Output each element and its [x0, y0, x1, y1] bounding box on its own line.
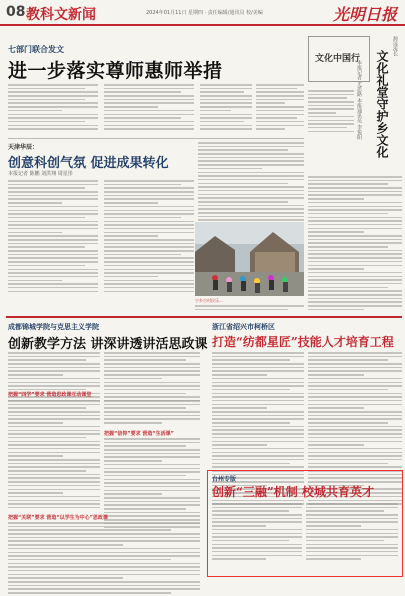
lower-left-col-6 [8, 522, 200, 596]
left-article-col-1 [8, 180, 98, 294]
right-article-byline: 本报记者 尤思路 本报通讯员 李悦阳 [356, 60, 362, 140]
lower-left-subhead-1: 把握“四学”要求 营造思政课互动课堂 [8, 392, 92, 398]
lower-left-kicker: 成都锦城学院与克思主义学院 [8, 323, 99, 331]
highlight-col-1 [212, 503, 302, 562]
newspaper-logo: 光明日报 [332, 5, 397, 24]
right-article-col-b [308, 176, 402, 312]
lower-left-subhead-3: 把握“关联”要求 营造“以学生为中心”思政课 [8, 515, 108, 521]
top-article-col-4 [256, 84, 304, 132]
section-divider [6, 316, 402, 318]
photo-caption-lines [195, 305, 304, 310]
right-article-col-a [308, 90, 354, 134]
top-article-col-3 [200, 84, 252, 132]
right-article-kicker: 源远流长 [392, 36, 398, 56]
highlight-title: 创新“三融”机制 校城共育英才 [212, 485, 374, 499]
lower-left-col-2 [104, 352, 200, 404]
lower-left-col-4 [104, 400, 200, 428]
highlight-col-2 [306, 503, 398, 562]
top-article-title: 进一步落实尊师惠师举措 [8, 60, 223, 82]
culture-badge-text: 文化中国行 [315, 54, 361, 64]
lower-left-subhead-2: 把握“信仰”要求 营造“生活课” [104, 431, 174, 437]
page-number: 08 [6, 4, 26, 20]
top-article-col-2 [104, 84, 194, 132]
section-title: 教科文新闻 [26, 7, 96, 23]
divider [8, 138, 304, 139]
top-article-col-1 [8, 84, 98, 132]
right-article-title: 文化礼堂守护乡文化 [375, 50, 389, 158]
highlighted-article-box [207, 470, 403, 577]
highlight-kicker: 台州专版 [212, 476, 237, 483]
photo-caption-text: 宁乡古村民乐… [195, 298, 223, 303]
left-article-byline: 本报记者 陈鹏 刘洪翔 周星彤 [8, 171, 73, 177]
issue-meta: 2024年01月11日 星期四 · 责任编辑/通讯员 校/美编 [146, 10, 263, 16]
article-photo [195, 222, 304, 296]
photo-caption [195, 298, 304, 312]
left-article-title: 创意科创气氛 促进成果转化 [8, 156, 169, 171]
page-header [0, 0, 405, 26]
lower-right-title: 打造“纺都星匠”技能人才培育工程 [212, 335, 394, 349]
lower-left-col-5 [104, 438, 200, 530]
village-photo-illustration [195, 222, 304, 296]
top-article-kicker: 七部门联合发文 [8, 45, 64, 54]
lower-left-title: 创新教学方法 讲深讲透讲活思政课 [8, 337, 208, 352]
left-article-kicker: 天津华辰： [8, 144, 39, 151]
lower-left-col-3 [8, 400, 100, 511]
lower-right-kicker: 浙江省绍兴市柯桥区 [212, 323, 275, 331]
left-article-col-2 [104, 180, 194, 294]
